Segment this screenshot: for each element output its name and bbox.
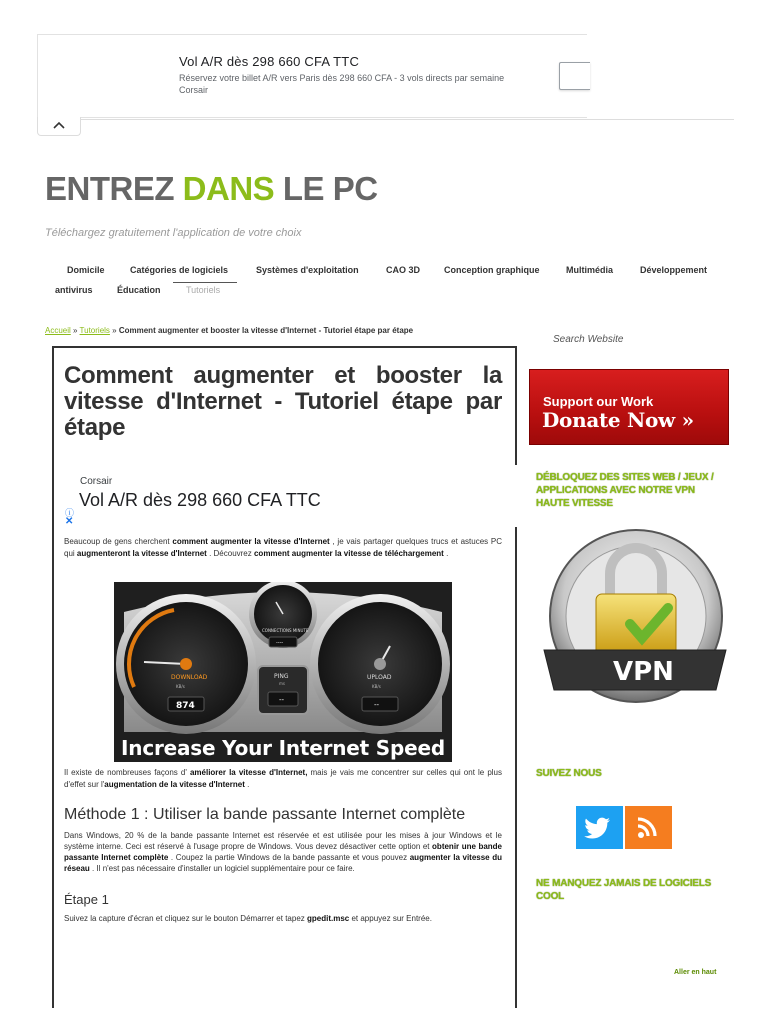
vpn-heading: DÉBLOQUEZ DES SITES WEB / JEUX / APPLICATIONS AVEC NOTRE VPN HAUTE VITESSE (536, 472, 714, 509)
nav-item-cao[interactable]: CAO 3D (386, 265, 421, 275)
vpn-lock-icon (540, 526, 730, 726)
method1-bold-2: augmenter la vitesse du réseau (64, 853, 502, 873)
connections-value: ---- (276, 640, 284, 646)
ping-unit: ms (279, 681, 285, 686)
inline-ad-advertiser: Corsair (80, 476, 113, 487)
breadcrumb-section-link[interactable]: Tutoriels (79, 326, 110, 335)
speed-image-caption: Increase Your Internet Speed (121, 736, 445, 760)
method1-bold-1: obtenir une bande passante Internet complète (64, 842, 503, 862)
nav-item-antivirus[interactable]: antivirus (55, 285, 93, 295)
chevron-up-icon (52, 121, 66, 130)
breadcrumb-home-link[interactable]: Accueil (45, 326, 71, 335)
site-title-part3: LE PC (274, 170, 378, 207)
intro-text-2: , je vais partager quelques trucs et astuces PC qui (64, 537, 502, 558)
twitter-button[interactable] (576, 806, 623, 849)
intro-text-4: . (443, 549, 449, 558)
inline-ad-headline[interactable]: Vol A/R dès 298 660 CFA TTC (79, 490, 321, 510)
top-ad-advertiser: Corsair (179, 85, 209, 95)
breadcrumb-separator: » (109, 326, 119, 335)
method1-heading: Méthode 1 : Utiliser la bande passante Internet complète (64, 806, 466, 823)
ping-value: -- (279, 696, 285, 704)
intro-text-1: Beaucoup de gens cherchent (64, 537, 173, 546)
intro-bold-3: comment augmenter la vitesse de téléchargement (253, 549, 444, 558)
site-tagline: Téléchargez gratuitement l'application de votre choix (45, 227, 302, 239)
back-to-top-link[interactable]: Aller en haut (674, 969, 717, 976)
intro-bold-1: comment augmenter la vitesse d'Internet (172, 537, 330, 546)
ad-close-icon[interactable]: ✕ (65, 516, 74, 527)
ping-label: PING (274, 673, 289, 680)
nav-item-multimedia[interactable]: Multimédia (566, 265, 614, 275)
breadcrumb-separator: » (70, 326, 80, 335)
top-ad-headline[interactable]: Vol A/R dès 298 660 CFA TTC (179, 54, 360, 69)
nav-item-education[interactable]: Éducation (117, 285, 161, 295)
method1-text-2: . Coupez la partie Windows de la bande passante et vous pouvez (168, 853, 410, 862)
top-ad-open-button[interactable] (559, 62, 590, 90)
nav-item-os[interactable]: Systèmes d'exploitation (256, 265, 359, 275)
download-label: DOWNLOAD (171, 674, 208, 681)
para2-bold-2: augmentation de la vitesse d'Internet (104, 780, 245, 789)
para2-bold-1: améliorer la vitesse d'Internet, (189, 768, 308, 777)
download-unit: KB/s (176, 684, 185, 689)
rss-button[interactable] (625, 806, 672, 849)
donate-line2: Donate Now » (542, 408, 694, 432)
twitter-icon (576, 806, 623, 849)
donate-line1: Support our Work (543, 394, 654, 409)
intro-text-3: . Découvrez (206, 549, 254, 558)
ad-divider (79, 119, 734, 120)
speed-gauge-image (114, 582, 452, 762)
step1-heading: Étape 1 (64, 892, 109, 907)
top-ad-banner[interactable] (37, 34, 587, 118)
ad-info-icon[interactable]: ⓘ (65, 508, 75, 518)
nav-item-domicile[interactable]: Domicile (67, 265, 105, 275)
speedometer-illustration (114, 582, 452, 762)
vpn-image[interactable] (540, 526, 730, 726)
search-input[interactable]: Search Website (553, 334, 624, 345)
step1-paragraph (64, 913, 502, 925)
site-title[interactable] (45, 170, 378, 208)
method1-text-1: Dans Windows, 20 % de la bande passante Internet est réservée et est utilisée pour les mises à jour Windows et le système interne. Ceci est réservé à l'usage propre de Windows. Vous devez désactiver cette option et (64, 831, 502, 851)
vpn-badge-label: VPN (613, 657, 674, 687)
follow-heading: SUIVEZ NOUS (536, 768, 602, 779)
method1-paragraph (64, 830, 502, 874)
software-heading: NE MANQUEZ JAMAIS DE LOGICIELS COOL (536, 878, 712, 902)
breadcrumb (45, 326, 413, 335)
nav-item-development[interactable]: Développement (640, 265, 708, 275)
nav-item-graphic[interactable]: Conception graphique (444, 265, 540, 275)
step1-text-1: Suivez la capture d'écran et cliquez sur le bouton Démarrer et tapez (64, 914, 307, 923)
connections-label: CONNECTIONS MINUTE (262, 628, 309, 633)
download-value: 874 (176, 701, 195, 711)
para2-text-3: . (244, 780, 250, 789)
step1-bold-1: gpedit.msc (307, 914, 350, 923)
upload-value: -- (374, 701, 380, 709)
rss-icon (625, 806, 672, 849)
method1-text-3: . Il n'est pas nécessaire d'installer un logiciel supplémentaire pour ce faire. (89, 864, 355, 873)
para2-text-2: mais je vais me concentrer sur celles qui ont le plus d'effet sur l' (64, 768, 503, 789)
upload-unit: KB/s (372, 684, 381, 689)
intro-paragraph (64, 536, 502, 560)
upload-label: UPLOAD (367, 674, 392, 681)
paragraph-2 (64, 767, 502, 791)
nav-active-underline (173, 282, 237, 283)
para2-text-1: Il existe de nombreuses façons d' (64, 768, 190, 777)
site-title-part1: ENTREZ (45, 170, 183, 207)
intro-bold-2: augmenteront la vitesse d'Internet (76, 549, 207, 558)
top-ad-description (179, 72, 559, 96)
site-title-part2: DANS (182, 170, 275, 207)
donate-button[interactable] (529, 369, 729, 445)
ad-collapse-button[interactable] (37, 117, 81, 136)
top-ad-description-text: Réservez votre billet A/R vers Paris dès 298 660 CFA - 3 vols directs par semaine (179, 73, 505, 83)
step1-text-2: et appuyez sur Entrée. (349, 914, 432, 923)
breadcrumb-current: Comment augmenter et booster la vitesse d'Internet - Tutoriel étape par étape (118, 326, 414, 335)
article-title: Comment augmenter et booster la vitesse d'Internet - Tutoriel étape par étape (64, 362, 502, 441)
nav-item-categories[interactable]: Catégories de logiciels (130, 265, 229, 275)
nav-item-tutorials[interactable]: Tutoriels (186, 285, 221, 295)
inline-ad[interactable] (64, 465, 530, 527)
